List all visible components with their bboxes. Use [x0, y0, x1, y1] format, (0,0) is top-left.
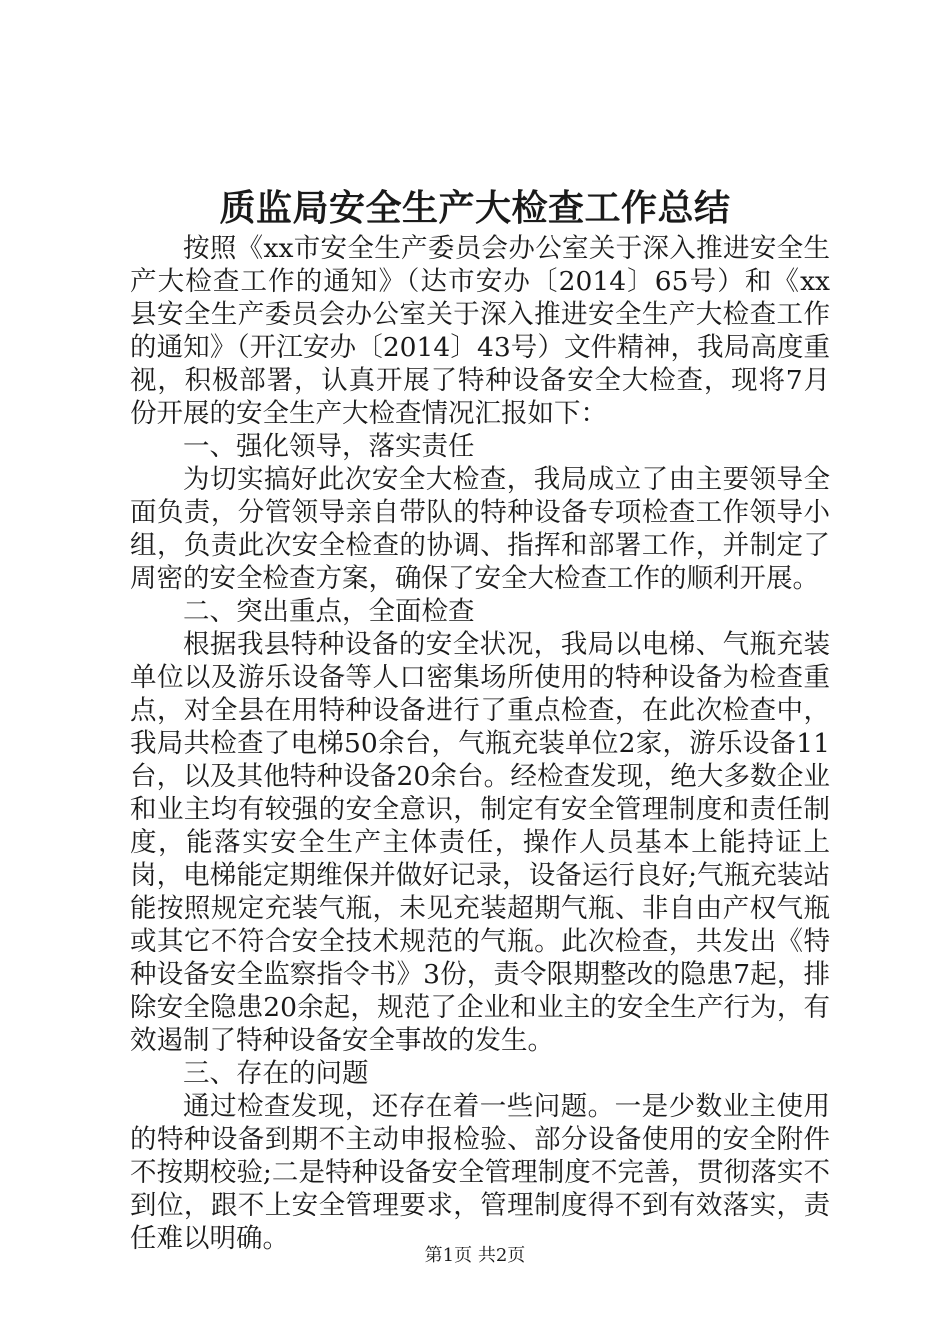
page-number-footer: 第1页 共2页 [424, 1245, 526, 1266]
section-heading-2: 二、突出重点，全面检查 [183, 596, 475, 627]
document-body [130, 232, 830, 1255]
section-heading-1: 一、强化领导，落实责任 [183, 431, 475, 462]
section-1-paragraph: 为切实搞好此次安全大检查，我局成立了由主要领导全面负责，分管领导亲自带队的特种设备专项检查工作领导小组，负责此次安全检查的协调、指挥和部署工作，并制定了周密的安全检查方案，确保了安全大检查工作的顺利开展。 [130, 464, 830, 594]
intro-paragraph: 按照《xx市安全生产委员会办公室关于深入推进安全生产大检查工作的通知》（达市安办〔2014〕65号）和《xx县安全生产委员会办公室关于深入推进安全生产大检查工作的通知》（开江安办〔2014〕43号）文件精神，我局高度重视，积极部署，认真开展了特种设备安全大检查，现将7月份开展的安全生产大检查情况汇报如下： [130, 233, 830, 429]
section-2-paragraph: 根据我县特种设备的安全状况，我局以电梯、气瓶充装单位以及游乐设备等人口密集场所使用的特种设备为检查重点，对全县在用特种设备进行了重点检查，在此次检查中，我局共检查了电梯50余台，气瓶充装单位2家，游乐设备11台，以及其他特种设备20余台。经检查发现，绝大多数企业和业主均有较强的安全意识，制定有安全管理制度和责任制度，能落实安全生产主体责任，操作人员基本上能持证上岗，电梯能定期维保并做好记录，设备运行良好;气瓶充装站能按照规定充装气瓶，未见充装超期气瓶、非自由产权气瓶或其它不符合安全技术规范的气瓶。此次检查，共发出《特种设备安全监察指令书》3份，责令限期整改的隐患7起，排除安全隐患20余起，规范了企业和业主的安全生产行为，有效遏制了特种设备安全事故的发生。 [130, 629, 830, 1056]
document-title: 质监局安全生产大检查工作总结 [219, 187, 731, 229]
section-heading-3: 三、存在的问题 [183, 1058, 369, 1089]
section-3-paragraph: 通过检查发现，还存在着一些问题。一是少数业主使用的特种设备到期不主动申报检验、部分设备使用的安全附件不按期校验;二是特种设备安全管理制度不完善，贯彻落实不到位，跟不上安全管理要求，管理制度得不到有效落实，责任难以明确。 [130, 1091, 830, 1254]
